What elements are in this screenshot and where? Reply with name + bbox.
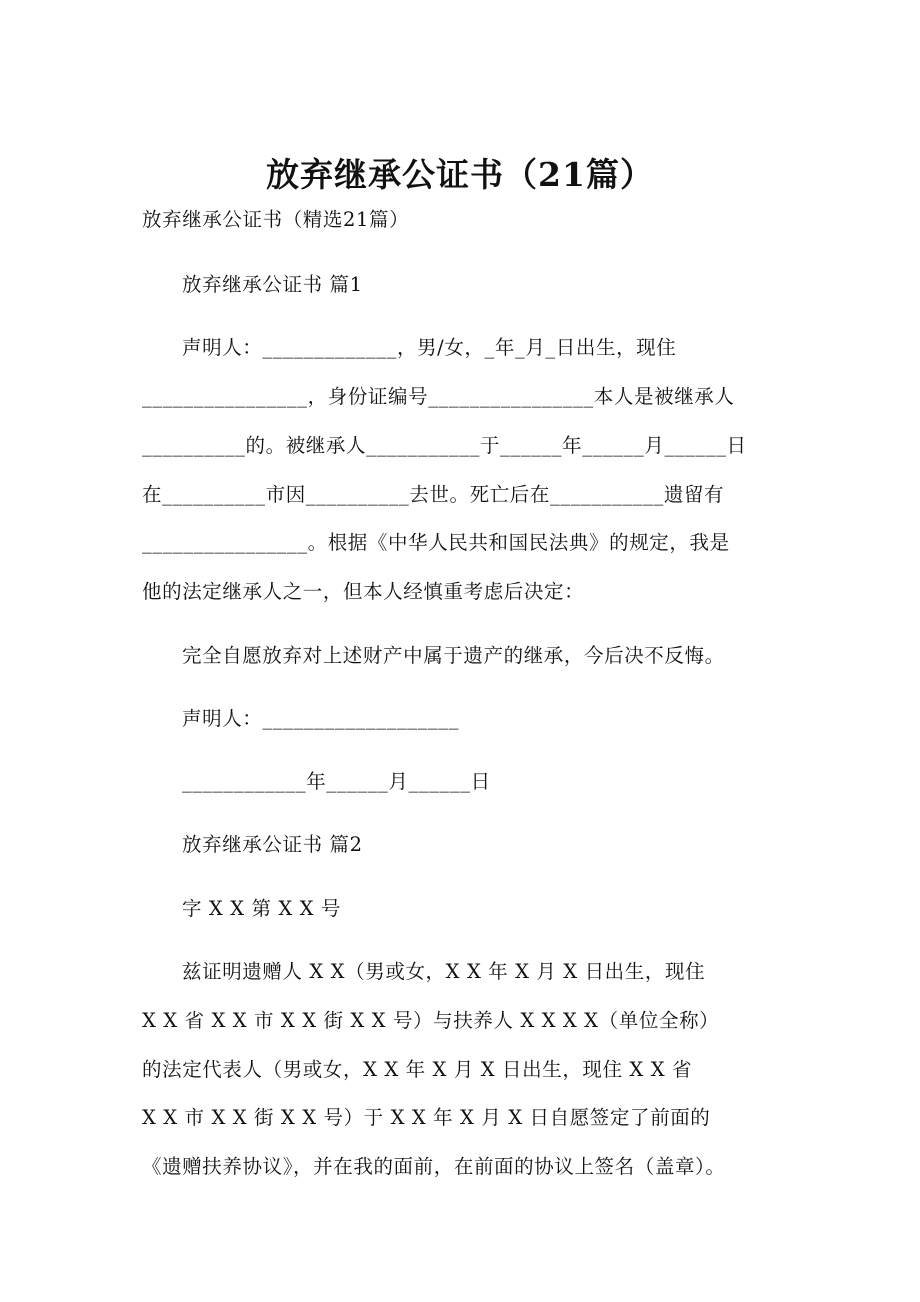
section-2-line-1: 兹证明遗赠人 X X（男或女，X X 年 X 月 X 日出生，现住 (182, 960, 706, 983)
section-1-line-6: 他的法定继承人之一，但本人经慎重考虑后决定： (142, 580, 585, 603)
section-1-heading: 放弃继承公证书 篇1 (182, 273, 363, 296)
section-2-line-3: 的法定代表人（男或女，X X 年 X 月 X 日出生，现住 X X 省 (142, 1058, 693, 1081)
section-2-number: 字 X X 第 X X 号 (182, 897, 342, 920)
section-1-signature: 声明人：___________________ (182, 707, 460, 730)
document-title: 放弃继承公证书（21篇） (266, 155, 654, 194)
section-2-line-4: X X 市 X X 街 X X 号）于 X X 年 X 月 X 日自愿签定了前面的 (142, 1106, 711, 1129)
section-1-line-4: 在__________市因__________去世。死亡后在___________遗留有 (142, 483, 725, 506)
section-2-heading: 放弃继承公证书 篇2 (182, 833, 363, 856)
section-1-line-2: ________________，身份证编号________________本人是被继承人 (142, 385, 735, 408)
section-2-line-5: 《遗赠扶养协议》，并在我的面前，在前面的协议上签名（盖章）。 (142, 1155, 726, 1178)
section-1-line-5: ________________。根据《中华人民共和国民法典》的规定，我是 (142, 531, 730, 554)
section-2-line-2: X X 省 X X 市 X X 街 X X 号）与扶养人 X X X X（单位全称） (142, 1009, 720, 1032)
section-1-line-1: 声明人：_____________，男/女，_年_月_日出生，现住 (182, 336, 677, 359)
section-1-decision: 完全自愿放弃对上述财产中属于遗产的继承，今后决不反悔。 (182, 644, 725, 667)
section-1-date: ____________年______月______日 (182, 770, 491, 793)
document-subtitle: 放弃继承公证书（精选21篇） (142, 208, 410, 231)
section-1-line-3: __________的。被继承人___________于______年______月______日 (142, 434, 747, 457)
